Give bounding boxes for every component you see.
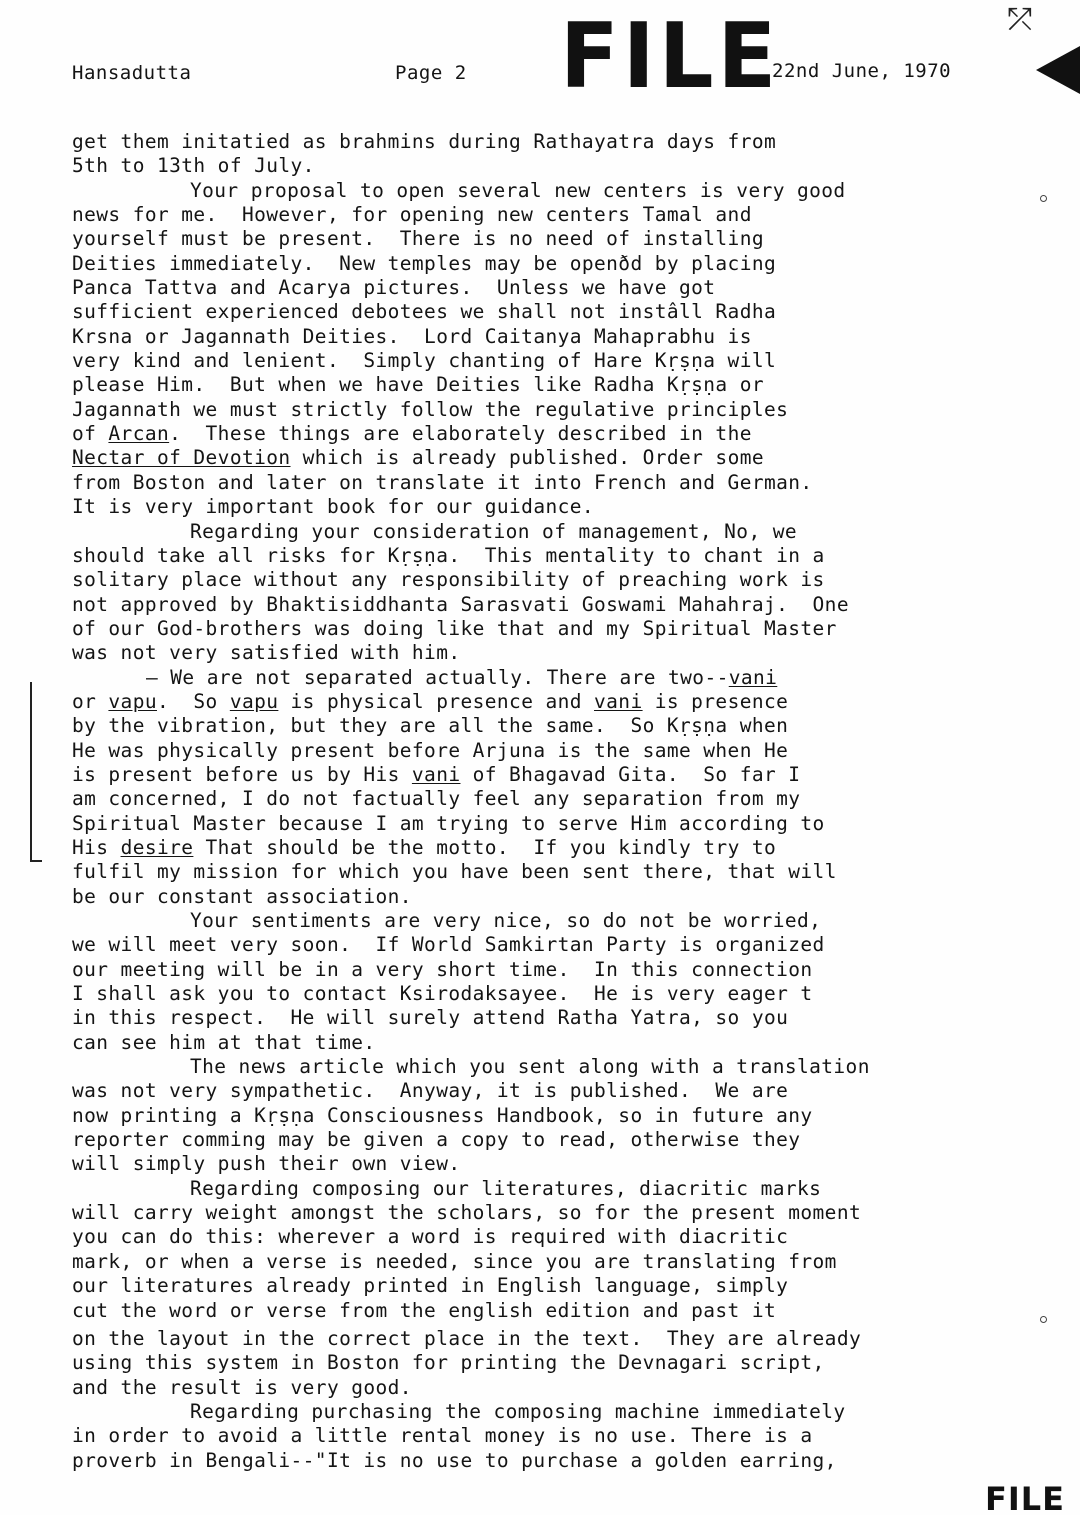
underlined-term-desire: desire xyxy=(120,835,194,859)
text-line: Regarding purchasing the composing machine immediately xyxy=(190,1399,846,1423)
text-line xyxy=(72,446,1032,470)
text-span: His xyxy=(72,835,121,859)
underlined-term-vani: vani xyxy=(728,665,778,689)
header-recipient: Hansadutta xyxy=(72,62,192,84)
text-line: be our constant association. xyxy=(72,884,412,908)
text-line xyxy=(72,666,1032,690)
text-line: Spiritual Master because I am trying to serve Him according to xyxy=(72,811,825,835)
text-span: is presence xyxy=(642,689,789,713)
text-line: Panca Tattva and Acarya pictures. Unless we have got xyxy=(72,276,716,300)
text-line: It is very important book for our guidance. xyxy=(72,495,595,519)
text-span: of Bhagavad Gita. So far I xyxy=(460,762,801,786)
text-span: of xyxy=(72,422,109,446)
text-line: in order to avoid a little rental money is no use. There is a xyxy=(72,1424,813,1448)
text-span: . These things are elaborately described in the xyxy=(169,422,752,446)
text-line: news for me. However, for opening new centers Tamal and xyxy=(72,203,752,227)
text-line: of our God-brothers was doing like that and my Spiritual Master xyxy=(72,616,837,640)
underlined-term-vapu: vapu xyxy=(108,689,157,713)
text-span: is physical presence and xyxy=(278,689,595,713)
text-line: on the layout in the correct place in the text. They are already xyxy=(72,1326,862,1350)
text-line: proverb in Bengali--"It is no use to purchase a golden earring, xyxy=(72,1448,837,1472)
text-line: get them initatied as brahmins during Rathayatra days from xyxy=(72,130,777,153)
margin-bracket-mark xyxy=(30,682,42,862)
text-line: we will meet very soon. If World Samkirtan Party is organized xyxy=(72,933,825,957)
text-span: which is already published. Order some xyxy=(290,446,764,470)
text-line: I shall ask you to contact Ksirodaksayee. He is very eager t xyxy=(72,982,813,1006)
text-line: our meeting will be in a very short time. In this connection xyxy=(72,957,813,981)
text-line xyxy=(72,690,1032,714)
text-line: in this respect. He will surely attend Ratha Yatra, so you xyxy=(72,1006,789,1030)
text-line: using this system in Boston for printing the Devnagari script, xyxy=(72,1351,825,1375)
text-line: cut the word or verse from the english edition and past it xyxy=(72,1298,777,1322)
underlined-term-vapu: vapu xyxy=(229,689,279,713)
text-line: will carry weight amongst the scholars, so for the present moment xyxy=(72,1201,862,1225)
text-line: you can do this: wherever a word is required with diacritic xyxy=(72,1225,789,1249)
text-line: by the vibration, but they are all the same. So Kṛṣṇa when xyxy=(72,714,789,738)
text-line: was not very sympathetic. Anyway, it is published. We are xyxy=(72,1079,789,1103)
text-line: reporter comming may be given a copy to read, otherwise they xyxy=(72,1128,801,1152)
text-line: can see him at that time. xyxy=(72,1030,376,1054)
text-line: Jagannath we must strictly follow the regulative principles xyxy=(72,397,789,421)
text-line: was not very satisfied with him. xyxy=(72,641,461,665)
header-date: 22nd June, 1970 xyxy=(772,60,952,82)
text-line: fulfil my mission for which you have been sent there, that will xyxy=(72,860,837,884)
underlined-title-nectar-of-devotion: Nectar of Devotion xyxy=(72,446,291,470)
text-line: our literatures already printed in English language, simply xyxy=(72,1274,789,1298)
file-stamp-bottom: FILE xyxy=(985,1480,1066,1518)
text-line: now printing a Kṛṣṇa Consciousness Handbook, so in future any xyxy=(72,1103,813,1127)
text-span: . So xyxy=(156,689,230,713)
text-line: should take all risks for Kṛṣṇa. This mentality to chant in a xyxy=(72,543,825,567)
text-line: and the result is very good. xyxy=(72,1375,412,1399)
text-line: Regarding composing our literatures, diacritic marks xyxy=(190,1176,822,1200)
text-line: very kind and lenient. Simply chanting of Hare Kṛṣṇa will xyxy=(72,349,777,373)
text-span: That should be the motto. If you kindly try to xyxy=(193,835,777,859)
text-line: will simply push their own view. xyxy=(72,1152,461,1176)
underlined-term-vani: vani xyxy=(594,689,643,713)
text-line: He was physically present before Arjuna is the same when He xyxy=(72,738,789,762)
text-span: or xyxy=(72,689,109,713)
text-line: solitary place without any responsibility of preaching work is xyxy=(72,568,825,592)
text-line: Deities immediately. New temples may be openðd by placing xyxy=(72,251,777,275)
text-line: not approved by Bhaktisiddhanta Sarasvati Goswami Mahahraj. One xyxy=(72,592,849,616)
text-line: sufficient experienced debotees we shall not instâll Radha xyxy=(72,300,777,324)
underlined-term-vani: vani xyxy=(411,762,461,786)
text-line: The news article which you sent along with a translation xyxy=(190,1055,870,1079)
text-line xyxy=(72,422,1032,446)
text-line: yourself must be present. There is no need of installing xyxy=(72,227,764,251)
handwritten-mark-icon: ⤱ xyxy=(1008,2,1032,37)
header-page-number: Page 2 xyxy=(395,62,467,84)
underlined-term-arcan: Arcan xyxy=(108,422,170,446)
text-line: Krsna or Jagannath Deities. Lord Caitanya Mahaprabhu is xyxy=(72,324,752,348)
text-span: is present before us by His xyxy=(72,762,412,786)
punch-dot-icon xyxy=(1040,195,1047,202)
text-line: please Him. But when we have Deities like Radha Kṛṣṇa or xyxy=(72,373,764,397)
text-line xyxy=(72,836,1032,860)
text-span: — We are not separated actually. There are two-- xyxy=(146,665,729,689)
punch-dot-icon xyxy=(1040,1316,1047,1323)
text-line: Regarding your consideration of management, No, we xyxy=(190,519,797,543)
text-line: 5th to 13th of July. xyxy=(72,154,315,178)
text-line: am concerned, I do not factually feel any separation from my xyxy=(72,787,801,811)
letter-body xyxy=(72,130,1032,1473)
file-stamp-top: FILE xyxy=(560,4,781,109)
text-line xyxy=(72,763,1032,787)
text-line: Your sentiments are very nice, so do not be worried, xyxy=(190,909,822,932)
text-line: Your proposal to open several new centers is very good xyxy=(190,178,846,202)
arrow-marker-icon xyxy=(1036,46,1080,94)
text-line: from Boston and later on translate it into French and German. xyxy=(72,470,813,494)
text-line: mark, or when a verse is needed, since you are translating from xyxy=(72,1249,837,1273)
